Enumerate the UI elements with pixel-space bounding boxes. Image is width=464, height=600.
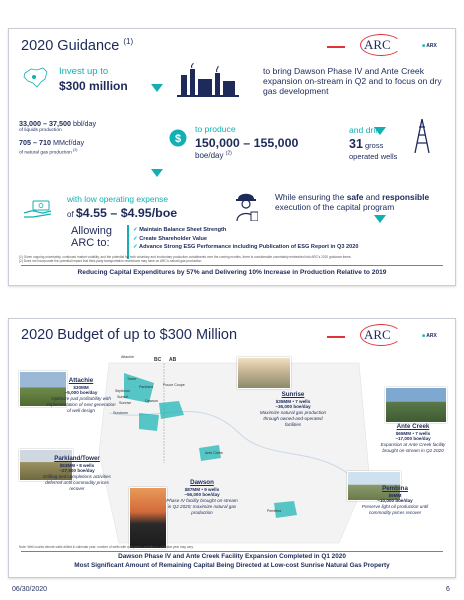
footnotes <box>19 255 439 263</box>
region-map <box>79 353 389 553</box>
allowing-item: ✓ Maintain Balance Sheet Strength <box>133 227 227 233</box>
arc-logo: ARC <box>364 37 391 53</box>
svg-text:$: $ <box>174 133 182 145</box>
flow-arrow-down <box>151 84 163 92</box>
map-note: Note: Well counts denote wells drilled in calendar year; number of wells with completion activities in calendar year may vary. <box>19 545 194 549</box>
liquids-label: of liquids production <box>19 128 62 133</box>
allowing-list <box>133 226 359 252</box>
liquids-range: 33,000 – 37,500 bbl/day <box>19 119 97 128</box>
gas-label: of natural gas production $^{(2)}$ <box>19 148 78 156</box>
flow-arrow-down <box>151 169 163 177</box>
allowing-item: ✓ Create Shareholder Value <box>133 235 208 242</box>
invest-amount: $300 million <box>59 79 128 93</box>
map-label-attachie: Attachie <box>121 355 134 359</box>
footnote-2: (2) Does not incorporate the potential impact that third-party transportation restrictions may have on ARC's natural gas production. <box>19 259 203 264</box>
bottom-statement-1: Dawson Phase IV and Ante Creek Facility Expansion Completed in Q1 2020 <box>118 553 346 560</box>
area-callout-sunrise: Sunrise $35MM • 7 wells ~36,000 boe/day Maximize natural gas production through owned-and-operated facilities <box>259 391 327 427</box>
divider <box>21 551 443 552</box>
footnote-1: (1) Given ongoing uncertainty, continued market volatility, and the potential for both voluntary and involuntary production curtailments over the coming months, there is considerable uncertainty embedded into ARC's 2020 guidance items. <box>19 255 352 259</box>
allowing-label: Allowing ARC to: <box>71 225 112 250</box>
area-callout-ante-creek: Ante Creek $65MM • 7 wells ~17,000 boe/day Expansion at Ante Creek facility brought on-stream in Q2 2020 <box>380 423 446 453</box>
accent-line <box>327 336 345 338</box>
canada-map-icon <box>23 67 49 89</box>
accent-line <box>327 46 345 48</box>
gas-plant-icon <box>177 63 239 97</box>
invest-prefix: Invest up to <box>59 66 109 77</box>
safety-statement: While ensuring the safe and responsible execution of the capital program <box>275 192 430 212</box>
map-label-pouce-coupe: Pouce Coupe <box>163 383 185 387</box>
title-footnote-ref: (1) <box>123 37 134 46</box>
gas-range: 705 – 710 MMcf/day <box>19 138 85 147</box>
map-label-dawson: Dawson <box>145 399 158 403</box>
drill-prefix: and drill <box>349 125 380 135</box>
guidance-slide <box>8 28 456 286</box>
map-label-septimus: Septimus <box>115 389 130 393</box>
map-label-pembina: Pembina <box>267 509 282 513</box>
slide-title <box>21 37 133 54</box>
drill-count: 31 gross <box>349 137 384 151</box>
opex-range: of $4.55 – $4.95/boe <box>67 206 178 220</box>
drill-suffix: operated wells <box>349 152 398 161</box>
produce-range: 150,000 – 155,000 <box>195 136 299 150</box>
ante-creek-photo <box>385 387 447 423</box>
map-label-sundown: Sundown <box>113 411 128 415</box>
area-callout-dawson: Dawson $87MM • 9 wells ~56,000 boe/day Phase IV facility brought on-stream in Q2 2020; maximize natural gas production <box>166 479 238 515</box>
map-label-sunset: Sunset <box>117 395 129 399</box>
budget-slide <box>8 318 456 578</box>
page-number: 6 <box>446 586 450 593</box>
sunrise-photo <box>237 357 291 389</box>
map-label-sunrise: Sunrise <box>119 401 132 405</box>
title-text: 2020 Guidance <box>21 37 120 54</box>
allowing-bracket <box>127 225 129 259</box>
area-callout-parkland-tower: Parkland/Tower $63MM • 8 wells ~27,500 boe/day Drilling and completions activities deferred until commodity prices recover <box>43 455 111 491</box>
opex-prefix: with low operating expense <box>67 194 169 204</box>
hand-money-icon <box>23 199 55 219</box>
safety-worker-icon <box>234 189 258 221</box>
map-label-ante-creek: Ante Creek <box>205 451 223 455</box>
map-label-ab: AB <box>169 357 177 363</box>
produce-prefix: to produce <box>195 124 236 134</box>
dawson-statement: to bring Dawson Phase IV and Ante Creek expansion on-stream in Q2 and to focus on dry gas development <box>263 66 442 96</box>
drilling-rig-icon <box>413 119 431 153</box>
dawson-photo <box>129 487 167 549</box>
ticker-logo: ■ ARX <box>422 333 437 339</box>
bottom-statement-2: Most Significant Amount of Remaining Capital Being Directed at Low-cost Sunrise Natural Gas Property <box>74 562 390 569</box>
map-label-bc: BC <box>154 357 162 363</box>
produce-unit: boe/day $^{(2)}$ <box>195 150 232 160</box>
area-callout-pembina: Pembina $9MM ~10,000 boe/day Preserve light oil production until commodity prices recover <box>361 485 429 515</box>
allowing-item: ✓ Advance Strong ESG Performance including Publication of ESG Report in Q3 2020 <box>133 244 359 251</box>
map-label-tower: Tower <box>127 377 137 381</box>
flow-arrow-down <box>374 215 386 223</box>
divider <box>21 265 443 266</box>
bottom-statement: Reducing Capital Expenditures by 57% and Delivering 10% Increase in Production Relative to 2019 <box>77 269 387 276</box>
footer-date: 06/30/2020 <box>12 586 48 593</box>
arc-logo: ARC <box>364 327 391 343</box>
slide-title: 2020 Budget of up to $300 Million <box>21 327 238 343</box>
dollar-coin-icon <box>169 129 187 147</box>
ticker-logo: ■ ARX <box>422 43 437 49</box>
area-callout-attachie: Attachie $30MM ~5,000 boe/day Optimize pad profitability with implementation of next generation of well design <box>46 377 116 413</box>
map-label-parkland: Parkland <box>139 385 154 389</box>
